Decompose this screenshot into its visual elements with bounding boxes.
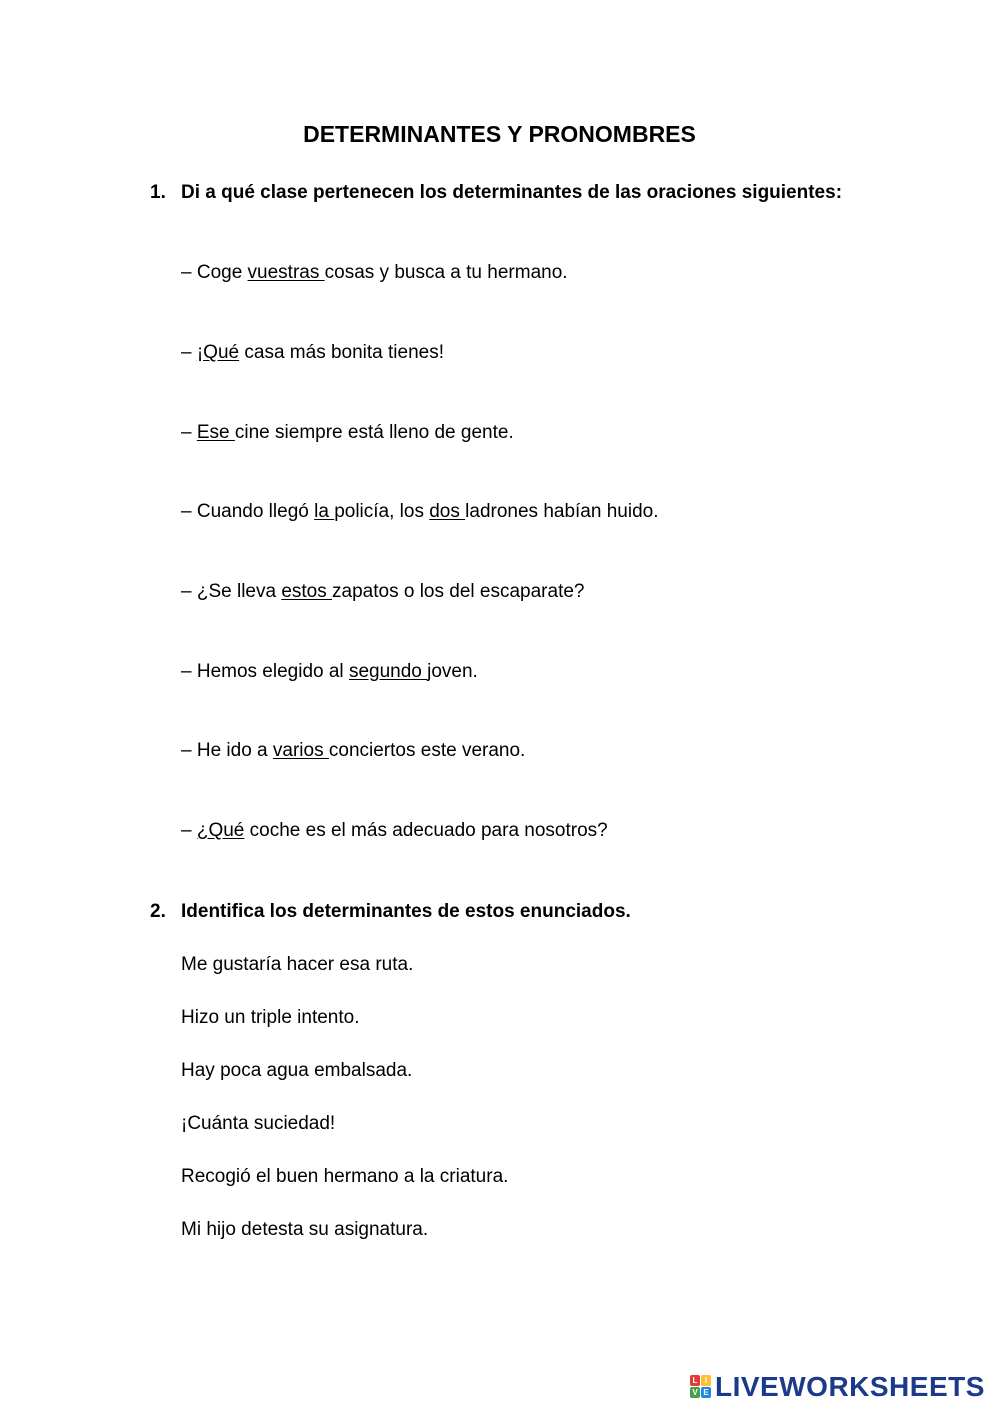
sentence-text: – Coge [181, 262, 248, 283]
sentence-text: – He ido a [181, 740, 273, 761]
sentence-2-4: ¡Cuánta suciedad! [181, 1113, 336, 1134]
logo-mark-letter: L [690, 1375, 700, 1386]
underlined-determinant: dos [429, 501, 466, 522]
question-2-text: Identifica los determinantes de estos enunciados. [181, 901, 631, 922]
sentence-1-1 [181, 262, 568, 284]
liveworksheets-logo [690, 1372, 985, 1402]
underlined-determinant: estos [281, 581, 333, 602]
sentence-1-3 [181, 422, 514, 444]
sentence-1-6 [181, 661, 478, 683]
sentence-text: casa más bonita tienes! [239, 342, 444, 363]
logo-mark-letter: E [701, 1387, 711, 1398]
sentence-text: – ¿Se lleva [181, 581, 282, 602]
sentence-1-8 [181, 820, 608, 842]
sentence-text: – [181, 342, 197, 363]
sentence-text: – [181, 422, 197, 443]
sentence-text: – Cuando llegó [181, 501, 315, 522]
question-1-number: 1. [150, 182, 166, 203]
question-2-number: 2. [150, 901, 166, 922]
question-1-text: Di a qué clase pertenecen los determinantes de las oraciones siguientes: [181, 182, 843, 203]
logo-mark-letter: I [701, 1375, 711, 1386]
sentence-text: – [181, 820, 197, 841]
liveworksheets-logo-icon [690, 1375, 712, 1399]
underlined-determinant: Ese [196, 422, 235, 443]
sentence-1-4 [181, 501, 658, 523]
sentence-2-1: Me gustaría hacer esa ruta. [181, 954, 414, 975]
sentence-2-2: Hizo un triple intento. [181, 1007, 360, 1028]
sentence-text: policía, los [334, 501, 430, 522]
liveworksheets-logo-text: LIVEWORKSHEETS [715, 1371, 985, 1402]
sentence-1-2 [181, 342, 444, 364]
underlined-determinant: ¿Qué [196, 820, 245, 841]
page-title: DETERMINANTES Y PRONOMBRES [303, 121, 696, 147]
sentence-text: cine siempre está lleno de gente. [234, 422, 514, 443]
sentence-text: zapatos o los del escaparate? [332, 581, 585, 602]
sentence-2-5: Recogió el buen hermano a la criatura. [181, 1166, 509, 1187]
sentence-text: ladrones habían huido. [465, 501, 659, 522]
sentence-1-5 [181, 581, 584, 603]
sentence-text: – Hemos elegido al [181, 661, 349, 682]
sentence-text: coche es el más adecuado para nosotros? [244, 820, 608, 841]
sentence-text: cosas y busca a tu hermano. [324, 262, 568, 283]
logo-mark-letter: V [690, 1387, 700, 1398]
sentence-2-6: Mi hijo detesta su asignatura. [181, 1219, 429, 1240]
underlined-determinant: varios [272, 740, 329, 761]
underlined-determinant: vuestras [247, 262, 325, 283]
sentence-text: conciertos este verano. [328, 740, 526, 761]
sentence-text: joven. [427, 661, 478, 682]
sentence-1-7 [181, 740, 525, 762]
underlined-determinant: la [314, 501, 335, 522]
underlined-determinant: segundo [348, 661, 428, 682]
sentence-2-3: Hay poca agua embalsada. [181, 1060, 413, 1081]
underlined-determinant: ¡Qué [196, 342, 240, 363]
